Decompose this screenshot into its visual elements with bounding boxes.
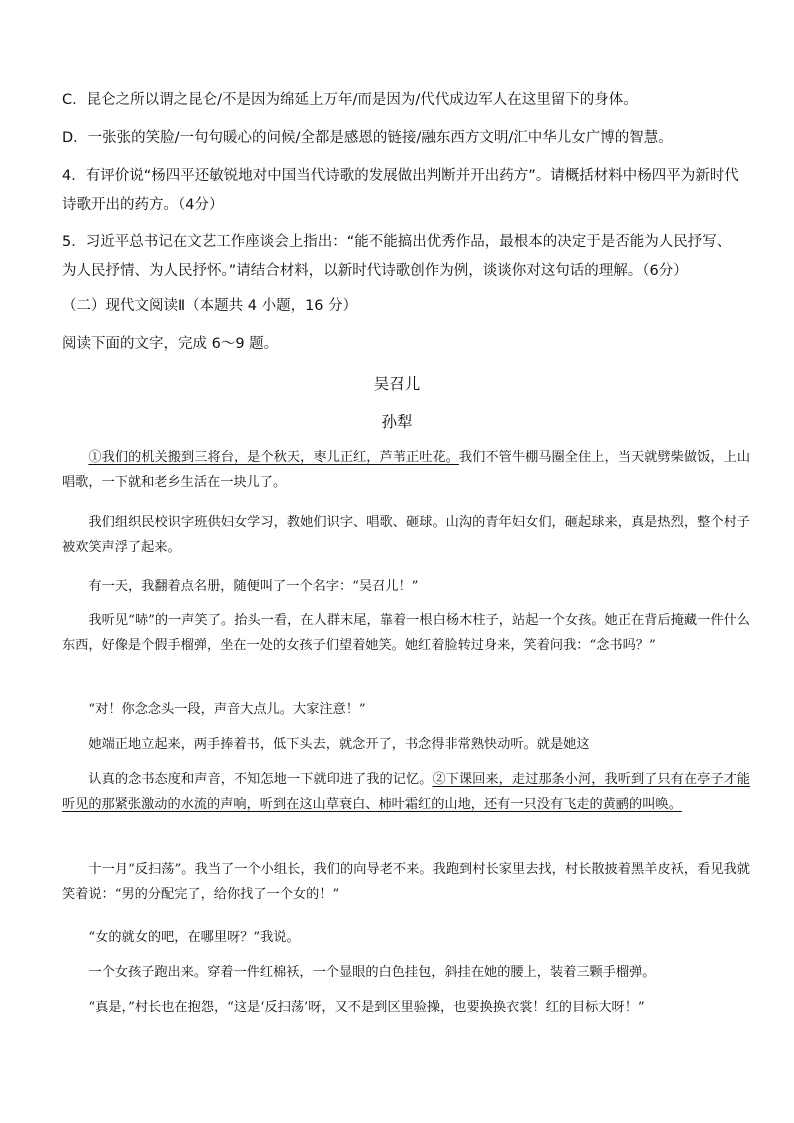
question-4: 4．有评价说“杨四平还敏锐地对中国当代诗歌的发展做出判断并开出药方”。请概括材料中杨四平为新时代诗歌开出的药方。（4分）	[62, 168, 739, 213]
paragraph-10: 一个女孩子跑出来。穿着一件红棉袄，一个显眼的白色挂包，斜挂在她的腰上，装着三颗手榴弹。	[88, 965, 656, 980]
paragraph-1	[62, 445, 750, 495]
paragraph-1-rest: 我们不管牛棚马圈全住上，当天就劈柴做饭，上山唱歌，一下就和老乡生活在一块儿了。	[62, 450, 751, 490]
underlined-sentence-2: ②下课回来，走过那条小河，我听到了只有在亭子才能听见的那紧张激动的水流的声响，听到在这山草衰白、柿叶霜红的山地，还有一只没有飞走的黄鹂的叫唤。	[62, 772, 750, 812]
section-instruction: 阅读下面的文字，完成 6～9 题。	[62, 336, 279, 352]
underlined-sentence-1: ①我们的机关搬到三将台，是个秋天，枣儿正红，芦苇正吐花。	[88, 450, 459, 465]
question-5: 5．习近平总书记在文艺工作座谈会上指出：“能不能搞出优秀作品，最根本的决定于是否能为人民抒写、为人民抒情、为人民抒怀。”请结合材料，以新时代诗歌创作为例，谈谈你对这句话的理解。（6分）	[62, 234, 732, 279]
option-c: C．昆仑之所以谓之昆仑/不是因为绵延上万年/而是因为/代代成边军人在这里留下的身体。	[62, 92, 638, 108]
paragraph-2: 我们组织民校识字班供妇女学习，教她们识字、唱歌、砸球。山沟的青年妇女们，砸起球来，真是热烈，整个村子被欢笑声浮了起来。	[62, 515, 750, 555]
paragraph-7-start: 认真的念书态度和声音，不知怎地一下就印进了我的记忆。	[88, 772, 433, 787]
paragraph-6: 她端正地立起来，两手捧着书，低下头去，就念开了，书念得非常熟快动听。就是她这	[88, 737, 590, 752]
paragraph-8: 十一月“反扫荡”。我当了一个小组长，我们的向导老不来。我跑到村长家里去找，村长散披着黑羊皮袄，看见我就笑着说：“男的分配完了，给你找了一个女的！”	[62, 862, 750, 902]
option-d: D．一张张的笑脸/一句句暖心的问候/全都是感恩的链接/融东西方文明/汇中华儿女广博的智慧。	[62, 130, 673, 146]
paragraph-9: “女的就女的吧，在哪里呀？”我说。	[88, 930, 300, 945]
paragraph-11: “真是，”村长也在抱怨，“这是‘反扫荡’呀，又不是到区里验操，也要换换衣裳！红的目标大呀！”	[88, 1000, 645, 1015]
paragraph-5: “对！你念念头一段，声音大点儿。大家注意！”	[88, 702, 366, 717]
article-author: 孙犁	[381, 413, 413, 431]
paragraph-4: 我听见“哧”的一声笑了。抬头一看，在人群末尾，靠着一根白杨木柱子，站起一个女孩。她正在背后掩藏一件什么东西，好像是个假手榴弹，坐在一处的女孩子们望着她笑。她红着脸转过身来，笑着问我：“念书吗？”	[62, 613, 750, 653]
paragraph-3: 有一天，我翻着点名册，随便叫了一个名字：“吴召儿！”	[88, 579, 419, 594]
section-heading: （二）现代文阅读Ⅱ（本题共 4 小题，16 分）	[62, 298, 358, 314]
article-title: 吴召儿	[373, 375, 421, 393]
paragraph-7	[62, 767, 750, 817]
